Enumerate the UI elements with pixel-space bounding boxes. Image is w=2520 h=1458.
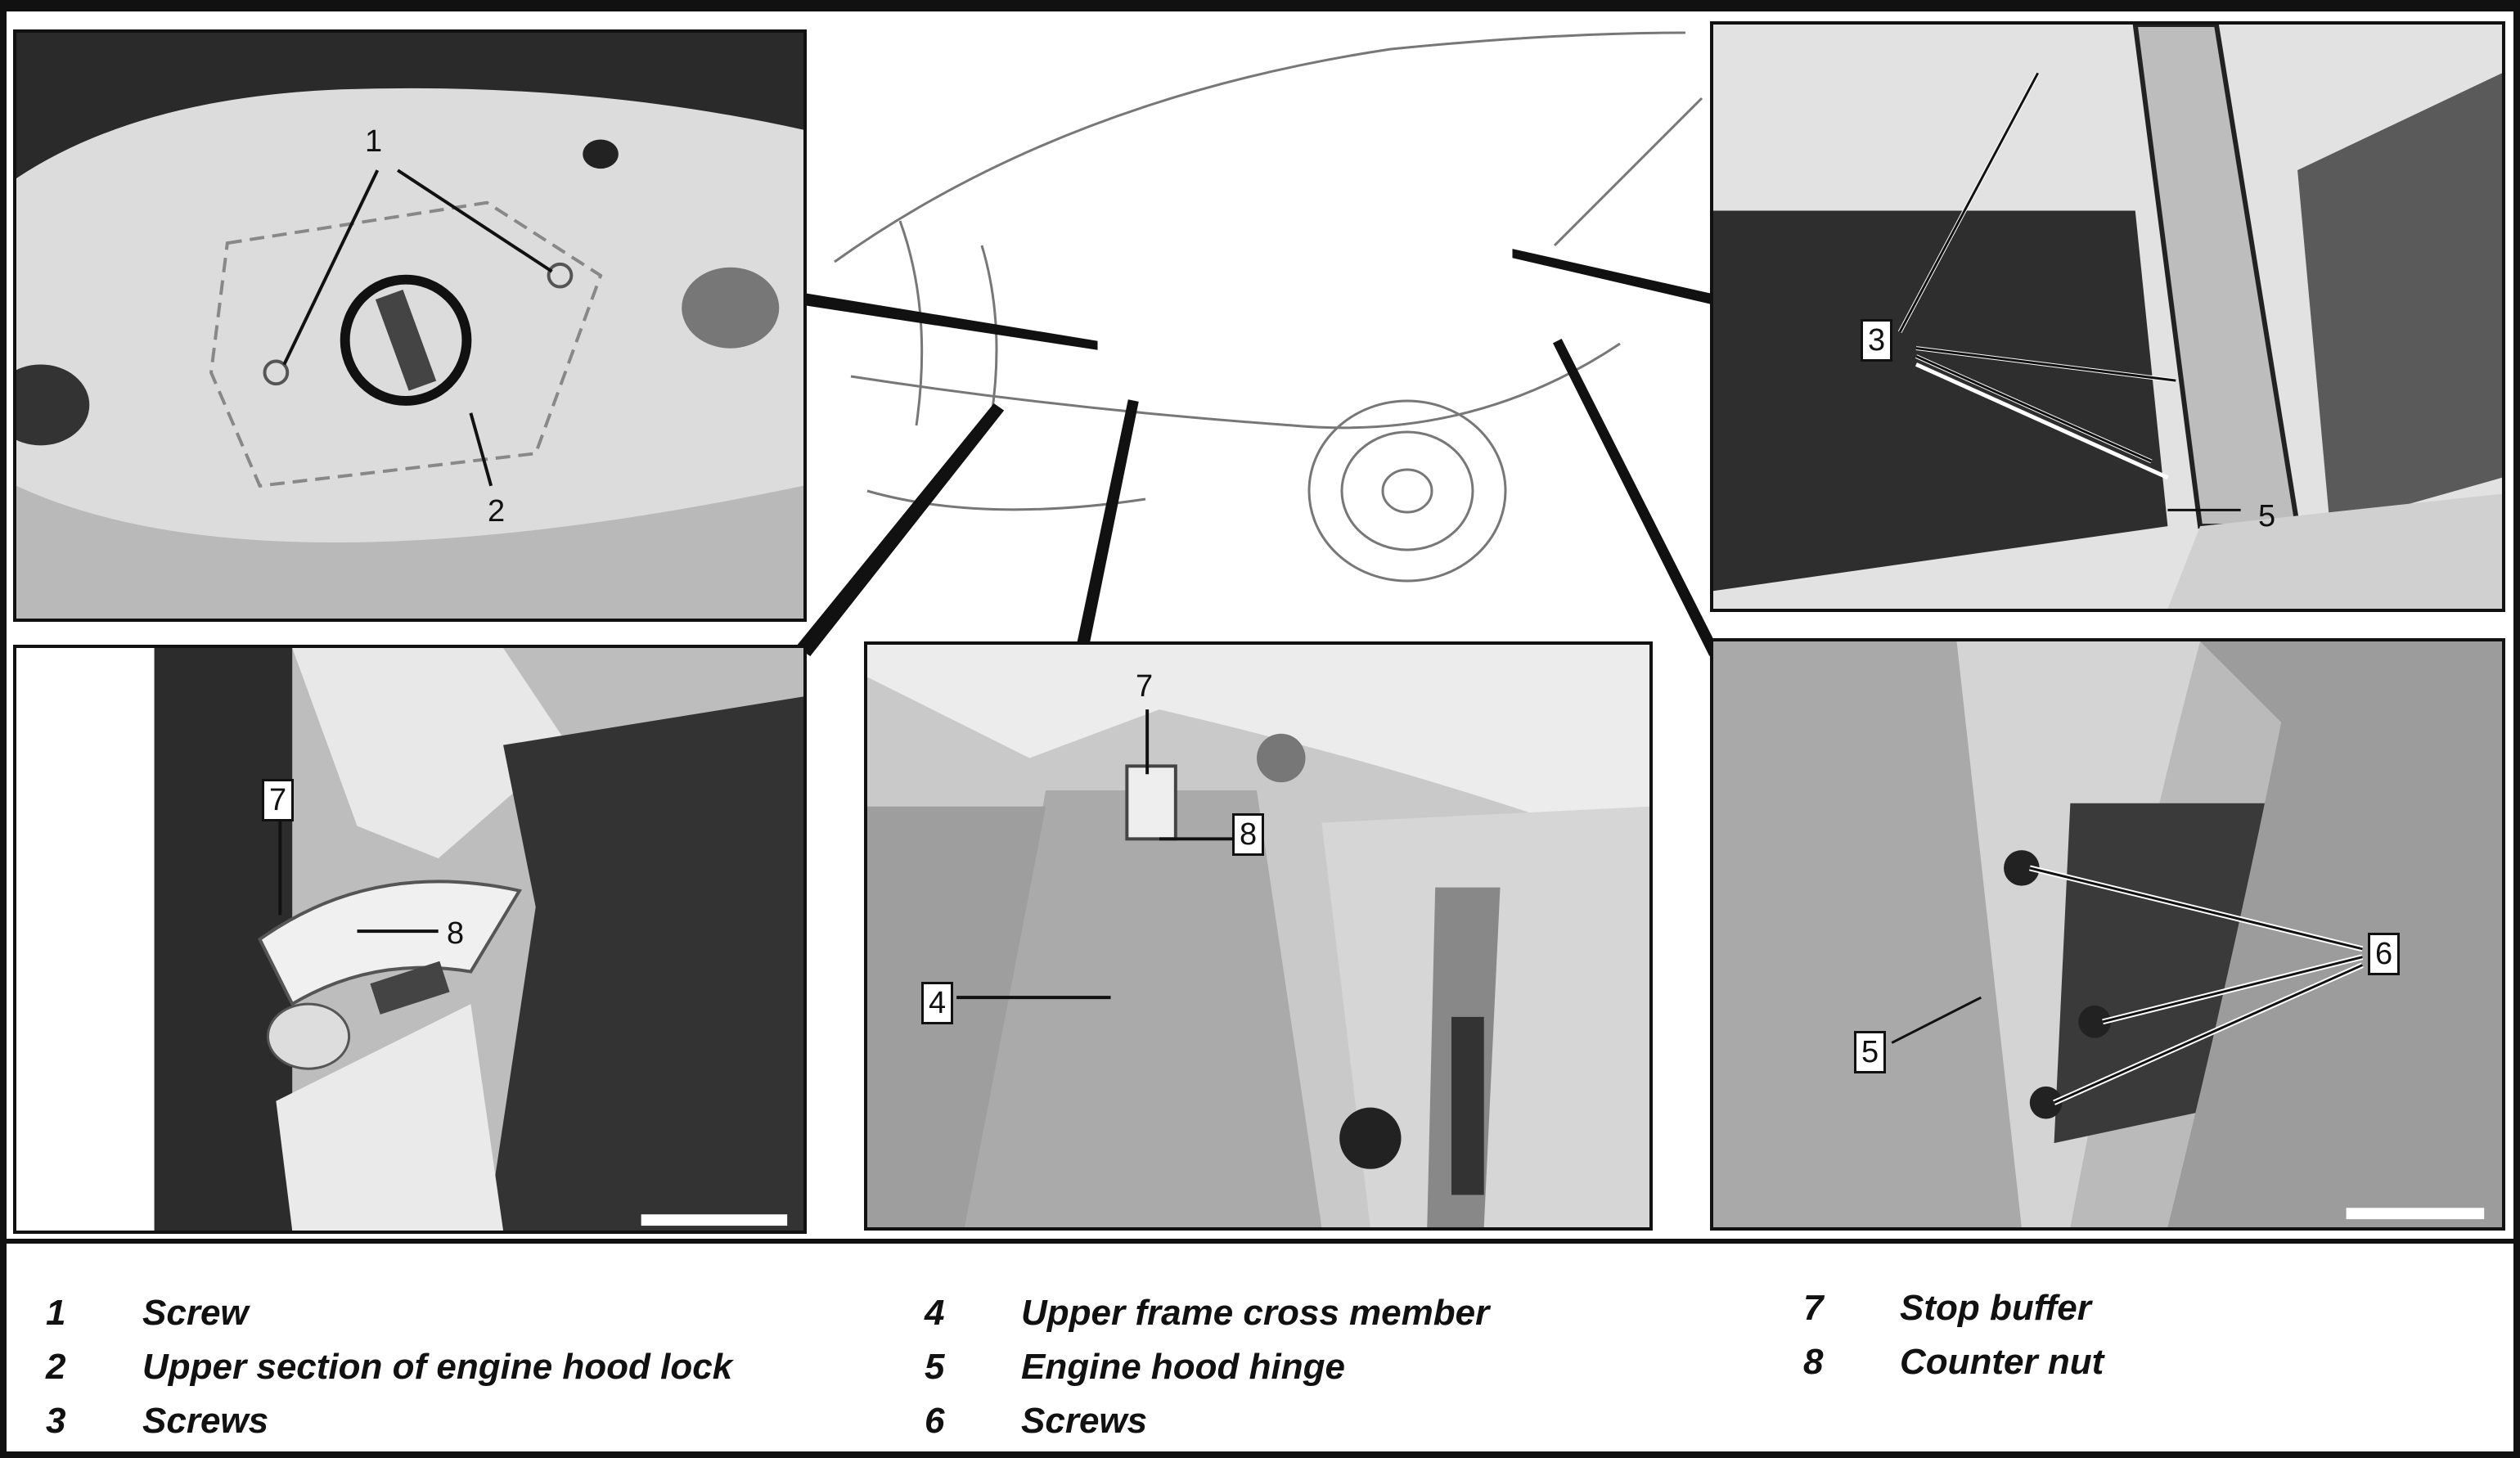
legend-number: 6	[925, 1401, 945, 1441]
legend-number: 4	[925, 1293, 945, 1333]
legend-number: 5	[925, 1347, 945, 1387]
pointer-to-panel-5	[1555, 340, 1718, 655]
pointer-to-panel-1	[806, 295, 1096, 349]
callout-8: 8	[1232, 813, 1264, 856]
legend-text: Upper frame cross member	[1021, 1293, 1490, 1333]
legend-text: Stop buffer	[1900, 1288, 2091, 1328]
legend-divider	[0, 1239, 2520, 1244]
photo-panel-stop-buffer	[13, 645, 807, 1234]
pointer-to-panel-2	[1514, 250, 1710, 303]
photo-panel-hinge-screws-6	[1710, 638, 2505, 1231]
legend-text: Upper section of engine hood lock	[142, 1347, 733, 1387]
photo-panel-cross-member	[864, 641, 1653, 1231]
callout-5: 5	[1854, 1031, 1886, 1073]
photo-panel-hood-hinge-screws	[1710, 21, 2505, 612]
callout-7: 7	[262, 779, 294, 821]
callout-6: 6	[2368, 933, 2400, 975]
pointer-to-panel-4	[1078, 401, 1137, 645]
callout-4: 4	[921, 982, 953, 1024]
legend-number: 8	[1803, 1342, 1824, 1382]
callout-2: 2	[488, 494, 506, 529]
legend-text: Screws	[142, 1401, 269, 1441]
legend-text: Engine hood hinge	[1021, 1347, 1345, 1387]
legend-text: Screw	[142, 1293, 249, 1333]
legend-number: 2	[46, 1347, 66, 1387]
callout-5: 5	[2258, 499, 2276, 533]
legend-number: 1	[46, 1293, 66, 1333]
pointer-to-panel-3	[798, 405, 1002, 655]
legend-text: Counter nut	[1900, 1342, 2104, 1382]
photo-panel-hood-lock	[13, 29, 807, 622]
callout-8: 8	[447, 916, 465, 951]
callout-7: 7	[1136, 669, 1154, 704]
callout-1: 1	[365, 124, 383, 159]
callout-3: 3	[1861, 319, 1892, 362]
legend-number: 7	[1803, 1288, 1824, 1328]
legend-number: 3	[46, 1401, 66, 1441]
legend-text: Screws	[1021, 1401, 1148, 1441]
